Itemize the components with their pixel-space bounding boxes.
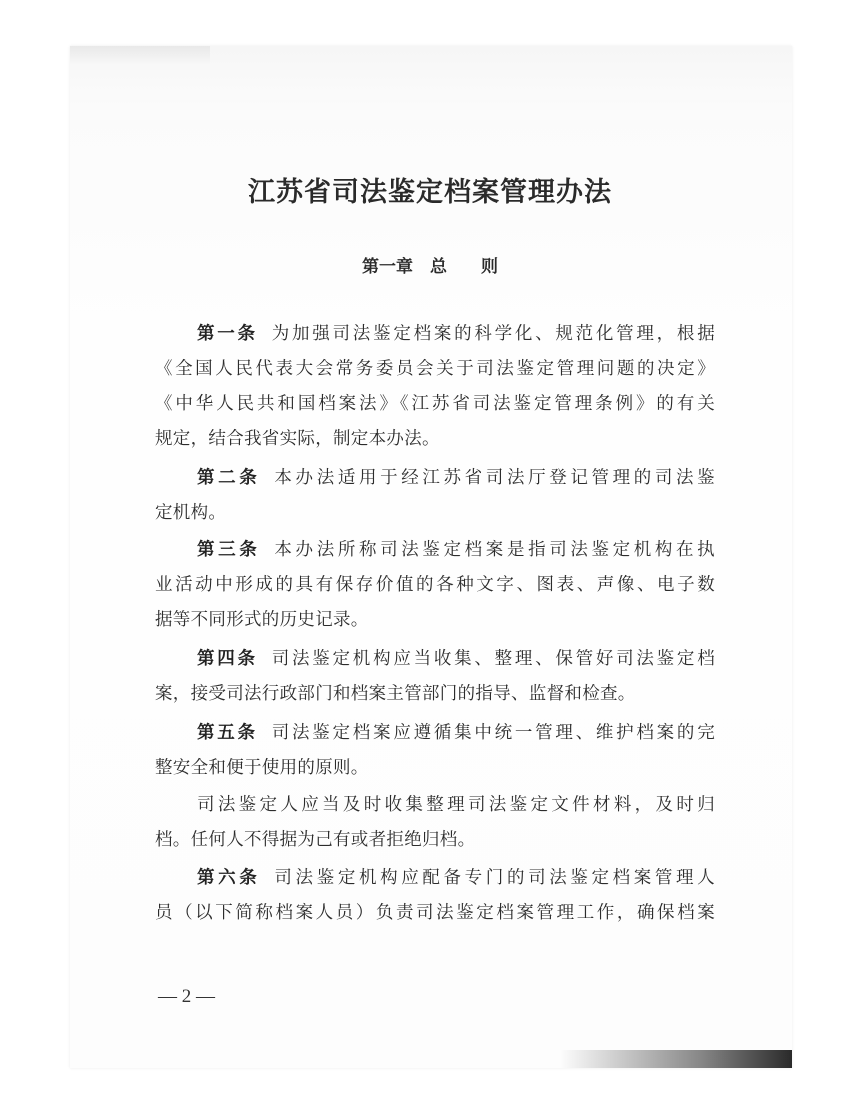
article-6-text: 司法鉴定机构应配备专门的司法鉴定档案管理人 xyxy=(274,868,715,888)
article-2-label: 第二条 xyxy=(197,468,261,488)
article-2-line-2: 定机构。 xyxy=(155,503,227,523)
article-4-line-1 xyxy=(197,647,715,671)
article-6-line-2: 员（以下简称档案人员）负责司法鉴定档案管理工作，确保档案 xyxy=(155,903,715,923)
article-4-text: 司法鉴定机构应当收集、整理、保管好司法鉴定档 xyxy=(271,649,715,669)
article-3-line-2: 业活动中形成的具有保存价值的各种文字、图表、声像、电子数 xyxy=(155,575,715,595)
page-number: — 2 — xyxy=(158,986,215,1007)
paragraph-line-1: 司法鉴定人应当及时收集整理司法鉴定文件材料，及时归 xyxy=(197,795,715,815)
article-5-line-1 xyxy=(197,721,715,745)
article-2-line-1 xyxy=(197,466,715,490)
chapter-heading: 第一章 总 则 xyxy=(362,257,498,277)
article-3-label: 第三条 xyxy=(197,540,261,560)
article-5-line-2: 整安全和便于使用的原则。 xyxy=(155,758,369,778)
scan-shadow-top xyxy=(70,46,210,64)
article-6-line-1 xyxy=(197,866,715,890)
article-1-text: 为加强司法鉴定档案的科学化、规范化管理，根据 xyxy=(271,324,715,344)
article-1-line-2: 《全国人民代表大会常务委员会关于司法鉴定管理问题的决定》 xyxy=(155,359,715,379)
scan-shadow-bottom xyxy=(560,1050,792,1068)
article-1-line-1 xyxy=(197,322,715,346)
article-1-line-3: 《中华人民共和国档案法》《江苏省司法鉴定管理条例》的有关 xyxy=(155,394,715,414)
article-1-line-4: 规定，结合我省实际，制定本办法。 xyxy=(155,429,440,449)
article-4-line-2: 案，接受司法行政部门和档案主管部门的指导、监督和检查。 xyxy=(155,684,636,704)
article-4-label: 第四条 xyxy=(197,649,258,669)
document-title: 江苏省司法鉴定档案管理办法 xyxy=(248,177,612,208)
article-2-text: 本办法适用于经江苏省司法厅登记管理的司法鉴 xyxy=(274,468,715,488)
article-3-line-1 xyxy=(197,538,715,562)
article-5-label: 第五条 xyxy=(197,723,258,743)
article-5-text: 司法鉴定档案应遵循集中统一管理、维护档案的完 xyxy=(271,723,715,743)
article-3-text: 本办法所称司法鉴定档案是指司法鉴定机构在执 xyxy=(274,540,715,560)
article-3-line-3: 据等不同形式的历史记录。 xyxy=(155,610,369,630)
paragraph-line-2: 档。任何人不得据为己有或者拒绝归档。 xyxy=(155,830,476,850)
article-1-label: 第一条 xyxy=(197,324,258,344)
article-6-label: 第六条 xyxy=(197,868,261,888)
